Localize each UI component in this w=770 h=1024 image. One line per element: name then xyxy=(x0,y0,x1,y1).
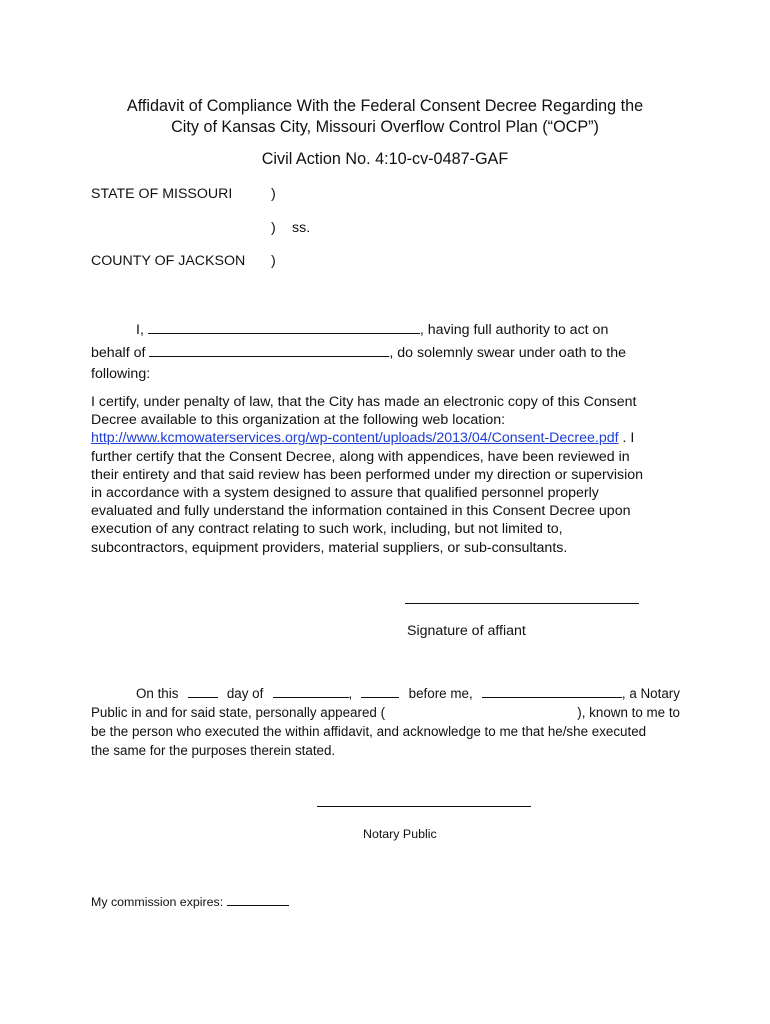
public-in-text: Public in and for said state, personally appeared ( xyxy=(91,705,386,720)
certify-line-7: evaluated and fully understand the information contained in this Consent Decree upon xyxy=(91,503,631,520)
notary-line-1 xyxy=(91,684,680,703)
year-blank[interactable] xyxy=(361,685,399,698)
oath-line-1 xyxy=(91,319,691,339)
notary-line-3: be the person who executed the within affidavit, and acknowledge to me that he/she executed xyxy=(91,724,647,739)
notary-line-2 xyxy=(91,703,680,722)
organization-name-blank[interactable] xyxy=(149,342,389,357)
certify-line-1: I certify, under penalty of law, that the City has made an electronic copy of this Consent xyxy=(91,394,637,410)
caption-paren-2: ) xyxy=(271,220,276,236)
civil-action-number: Civil Action No. 4:10-cv-0487-GAF xyxy=(261,150,509,168)
certify-line-8: execution of any contract relating to such work, including, but not limited to, xyxy=(91,521,563,538)
certify-line-5: their entirety and that said review has been performed under my direction or supervision xyxy=(91,466,644,483)
title-line-1: Affidavit of Compliance With the Federal Consent Decree Regarding the xyxy=(126,97,644,115)
caption-county: COUNTY OF JACKSON xyxy=(91,253,246,269)
signature-affiant-label: Signature of affiant xyxy=(407,623,526,639)
oath-i-label: I, xyxy=(136,322,144,338)
a-notary-text: , a Notary xyxy=(621,686,680,701)
commission-expires-blank[interactable] xyxy=(227,893,289,906)
title-line-2: City of Kansas City, Missouri Overflow Control Plan (“OCP”) xyxy=(171,118,599,136)
certification-paragraph xyxy=(91,393,691,557)
on-this-label: On this xyxy=(136,686,179,701)
notary-signature-line[interactable] xyxy=(317,806,531,807)
affiant-signature-line[interactable] xyxy=(405,603,639,604)
day-of-label: day of xyxy=(226,686,264,701)
caption-paren-3: ) xyxy=(271,253,276,269)
certify-line-2: Decree available to this organization at the following web location: xyxy=(91,412,506,429)
notary-line-4: the same for the purposes therein stated. xyxy=(91,743,336,758)
notary-paragraph xyxy=(91,684,680,760)
caption-ss: ss. xyxy=(292,220,311,236)
affiant-name-blank[interactable] xyxy=(148,319,420,334)
caption-paren-1: ) xyxy=(271,186,276,202)
oath-paragraph xyxy=(91,319,691,384)
notary-public-label: Notary Public xyxy=(363,827,437,841)
commission-row xyxy=(91,893,289,909)
oath-behalf-label: behalf of xyxy=(91,345,146,362)
certify-line-6: in accordance with a system designed to assure that qualified personnel properly xyxy=(91,485,599,502)
known-to-me-text: ), known to me to xyxy=(577,705,680,720)
oath-line-3: following: xyxy=(91,366,151,383)
certify-line-9: subcontractors, equipment providers, material suppliers, or sub-consultants. xyxy=(91,539,568,556)
day-blank[interactable] xyxy=(188,685,218,698)
commission-expires-label: My commission expires: xyxy=(91,895,224,909)
oath-line-2 xyxy=(91,342,691,362)
notary-name-blank[interactable] xyxy=(482,685,622,698)
consent-decree-link[interactable]: http://www.kcmowaterservices.org/wp-content/uploads/2013/04/Consent-Decree.pdf xyxy=(91,430,619,447)
certify-after-url: . I xyxy=(618,430,635,447)
oath-swear-text: , do solemnly swear under oath to the xyxy=(389,345,626,362)
caption-state: STATE OF MISSOURI xyxy=(91,186,233,202)
month-comma: , xyxy=(348,686,353,701)
oath-having-text: , having full authority to act on xyxy=(419,322,609,338)
certify-line-4: further certify that the Consent Decree, along with appendices, have been reviewed in xyxy=(91,448,630,465)
document-title xyxy=(60,96,710,138)
month-group xyxy=(273,684,353,703)
month-blank[interactable] xyxy=(273,685,349,698)
before-me-label: before me, xyxy=(408,686,473,701)
certify-line-3 xyxy=(91,429,691,447)
notary-name-group xyxy=(482,684,680,703)
